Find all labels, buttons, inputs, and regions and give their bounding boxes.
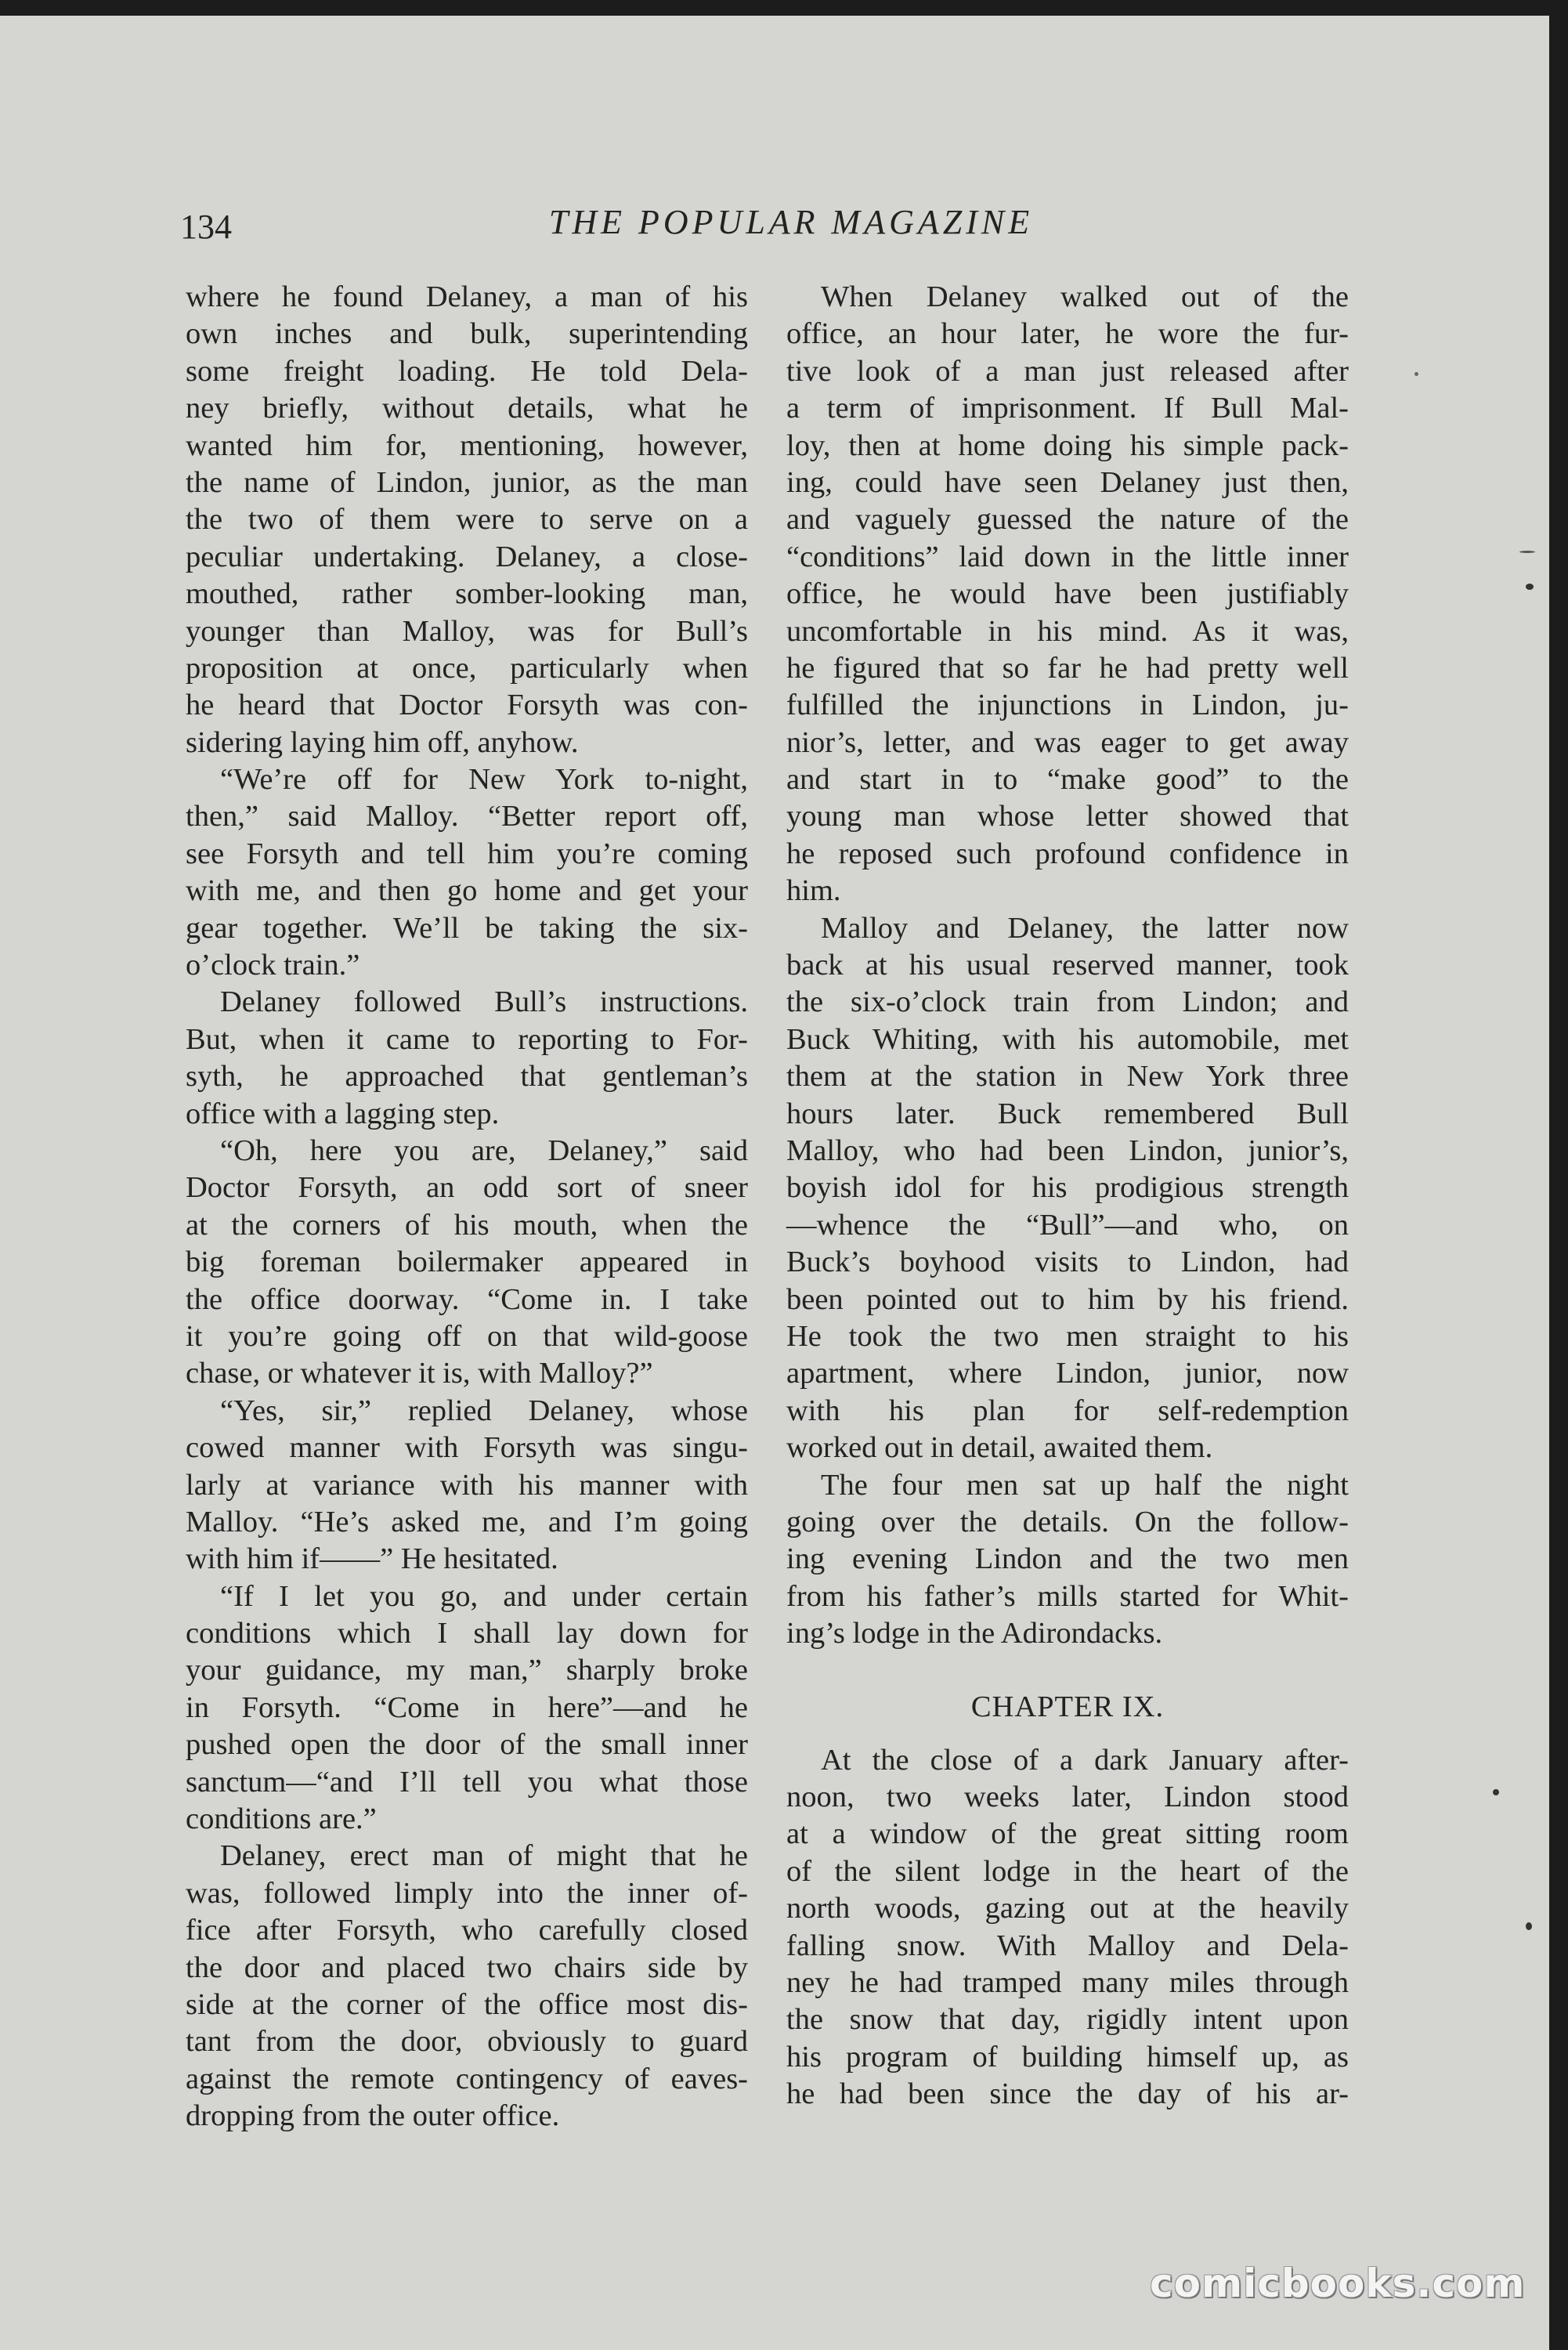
text-line: with his plan for self-redemption [786,1394,1349,1427]
text-line: going over the details. On the follow- [786,1505,1349,1538]
text-line: But, when it came to reporting to For- [186,1022,748,1056]
text-line: was, followed limply into the inner of- [186,1876,748,1910]
text-line: ing’s lodge in the Adirondacks. [786,1617,1163,1650]
text-line: nior’s, letter, and was eager to get away [786,725,1349,759]
text-line: office with a lagging step. [186,1097,500,1130]
text-line: your guidance, my man,” sharply broke [186,1654,748,1687]
text-line: side at the corner of the office most dis- [186,1987,748,2021]
text-line: at a window of the great sitting room [786,1817,1349,1851]
margin-speck [1526,584,1534,590]
text-line: Delaney, erect man of might that he [220,1839,748,1873]
text-line: Delaney followed Bull’s instructions. [220,985,748,1019]
text-line: boyish idol for his prodigious strength [786,1171,1349,1205]
text-line: fulfilled the injunctions in Lindon, ju- [786,689,1349,722]
text-line: chase, or whatever it is, with Malloy?” [186,1357,653,1390]
watermark-logo: comicbooks.com [1150,2261,1526,2306]
text-line: the two of them were to serve on a [186,503,748,537]
text-line: ing, could have seen Delaney just then, [786,465,1349,499]
margin-speck [1414,372,1418,376]
text-line: “If I let you go, and under certain [220,1579,748,1613]
text-line: He took the two men straight to his [786,1319,1349,1353]
text-line: “Yes, sir,” replied Delaney, whose [220,1394,748,1427]
text-line: tive look of a man just released after [786,354,1349,388]
text-line: gear together. We’ll be taking the six- [186,911,748,945]
text-line: and vaguely guessed the nature of the [786,503,1349,537]
scan-border-top [0,0,1568,16]
text-line: syth, he approached that gentleman’s [186,1060,748,1094]
text-line: the office doorway. “Come in. I take [186,1282,748,1316]
left-text-column [186,279,748,2135]
text-line: “Oh, here you are, Delaney,” said [220,1133,748,1167]
text-line: younger than Malloy, was for Bull’s [186,614,748,648]
text-line: tant from the door, obviously to guard [186,2025,748,2059]
text-line: proposition at once, particularly when [186,651,748,685]
text-line: a term of imprisonment. If Bull Mal- [786,392,1349,425]
text-line: him. [786,874,841,908]
text-line: “conditions” laid down in the little inner [786,540,1349,573]
text-line: where he found Delaney, a man of his [186,280,748,313]
text-line: the snow that day, rigidly intent upon [786,2003,1349,2037]
text-line: fice after Forsyth, who carefully closed [186,1914,748,1947]
text-line: the name of Lindon, junior, as the man [186,465,748,499]
text-line: Doctor Forsyth, an odd sort of sneer [186,1171,748,1205]
text-line: then,” said Malloy. “Better report off, [186,800,748,833]
scan-border-right [1549,0,1568,2350]
text-line: ney he had tramped many miles through [786,1965,1349,1999]
text-line: uncomfortable in his mind. As it was, [786,614,1349,648]
text-line: ing evening Lindon and the two men [786,1542,1349,1576]
blank-line [786,1652,1349,1689]
text-line: the six-o’clock train from Lindon; and [786,985,1349,1019]
text-line: worked out in detail, awaited them. [786,1431,1213,1465]
page-number: 134 [180,208,232,246]
text-line: Malloy, who had been Lindon, junior’s, [786,1133,1349,1167]
text-line: noon, two weeks later, Lindon stood [786,1781,1349,1814]
text-line: office, an hour later, he wore the fur- [786,317,1349,351]
text-line: it you’re going off on that wild-goose [186,1319,748,1353]
text-line: at the corners of his mouth, when the [186,1208,748,1242]
text-line: he reposed such profound confidence in [786,837,1349,870]
text-line: The four men sat up half the night [821,1468,1349,1502]
chapter-heading: CHAPTER IX. [970,1690,1165,1724]
text-line: north woods, gazing out at the heavily [786,1892,1349,1925]
text-line: back at his usual reserved manner, took [786,949,1349,982]
magazine-title: THE POPULAR MAGAZINE [548,203,1034,241]
text-line: Buck Whiting, with his automobile, met [786,1022,1349,1056]
margin-speck [1526,1922,1532,1930]
text-line: ney briefly, without details, what he [186,392,748,425]
text-line: his program of building himself up, as [786,2040,1349,2073]
blank-line [786,1726,1349,1742]
text-line: Malloy and Delaney, the latter now [821,911,1349,945]
text-line: apartment, where Lindon, junior, now [786,1357,1349,1390]
right-text-column [786,279,1349,2113]
text-line: hours later. Buck remembered Bull [786,1097,1349,1130]
text-line: against the remote contingency of eaves- [186,2062,748,2095]
text-line: in Forsyth. “Come in here”—and he [186,1690,748,1724]
text-line: from his father’s mills started for Whit- [786,1579,1349,1613]
text-line: and start in to “make good” to the [786,763,1349,797]
text-line: he heard that Doctor Forsyth was con- [186,689,748,722]
margin-speck [1493,1789,1499,1795]
text-line: see Forsyth and tell him you’re coming [186,837,748,870]
text-line: peculiar undertaking. Delaney, a close- [186,540,748,573]
text-line: with me, and then go home and get your [186,874,748,908]
running-header [180,202,1355,249]
text-line: cowed manner with Forsyth was singu- [186,1431,748,1465]
text-line: young man whose letter showed that [786,800,1349,833]
margin-speck [1519,551,1535,553]
text-line: of the silent lodge in the heart of the [786,1854,1349,1888]
text-line: o’clock train.” [186,949,360,982]
text-line: pushed open the door of the small inner [186,1728,748,1762]
text-line: conditions which I shall lay down for [186,1617,748,1650]
text-line: he had been since the day of his ar- [786,2077,1349,2111]
text-line: Malloy. “He’s asked me, and I’m going [186,1505,748,1538]
text-line: the door and placed two chairs side by [186,1950,748,1984]
text-line: —whence the “Bull”—and who, on [786,1208,1349,1242]
text-line: office, he would have been justifiably [786,577,1349,611]
text-line: wanted him for, mentioning, however, [186,428,748,462]
text-line: with him if——” He hesitated. [186,1542,558,1576]
text-line: dropping from the outer office. [186,2099,560,2133]
text-line: some freight loading. He told Dela- [186,354,748,388]
text-line: mouthed, rather somber-looking man, [186,577,748,611]
text-line: sanctum—“and I’ll tell you what those [186,1765,748,1799]
text-line: sidering laying him off, anyhow. [186,725,579,759]
text-line: big foreman boilermaker appeared in [186,1246,748,1279]
text-line: At the close of a dark January after- [821,1743,1349,1777]
text-line: them at the station in New York three [786,1060,1349,1094]
text-line: conditions are.” [186,1802,377,1836]
text-line: falling snow. With Malloy and Dela- [786,1929,1349,1962]
text-line: When Delaney walked out of the [821,280,1349,313]
text-line: larly at variance with his manner with [186,1468,748,1502]
text-line: he figured that so far he had pretty well [786,651,1349,685]
text-line: loy, then at home doing his simple pack- [786,428,1349,462]
text-line: “We’re off for New York to-night, [220,763,748,797]
text-line: Buck’s boyhood visits to Lindon, had [786,1246,1349,1279]
text-line: own inches and bulk, superintending [186,317,748,351]
text-line: been pointed out to him by his friend. [786,1282,1349,1316]
